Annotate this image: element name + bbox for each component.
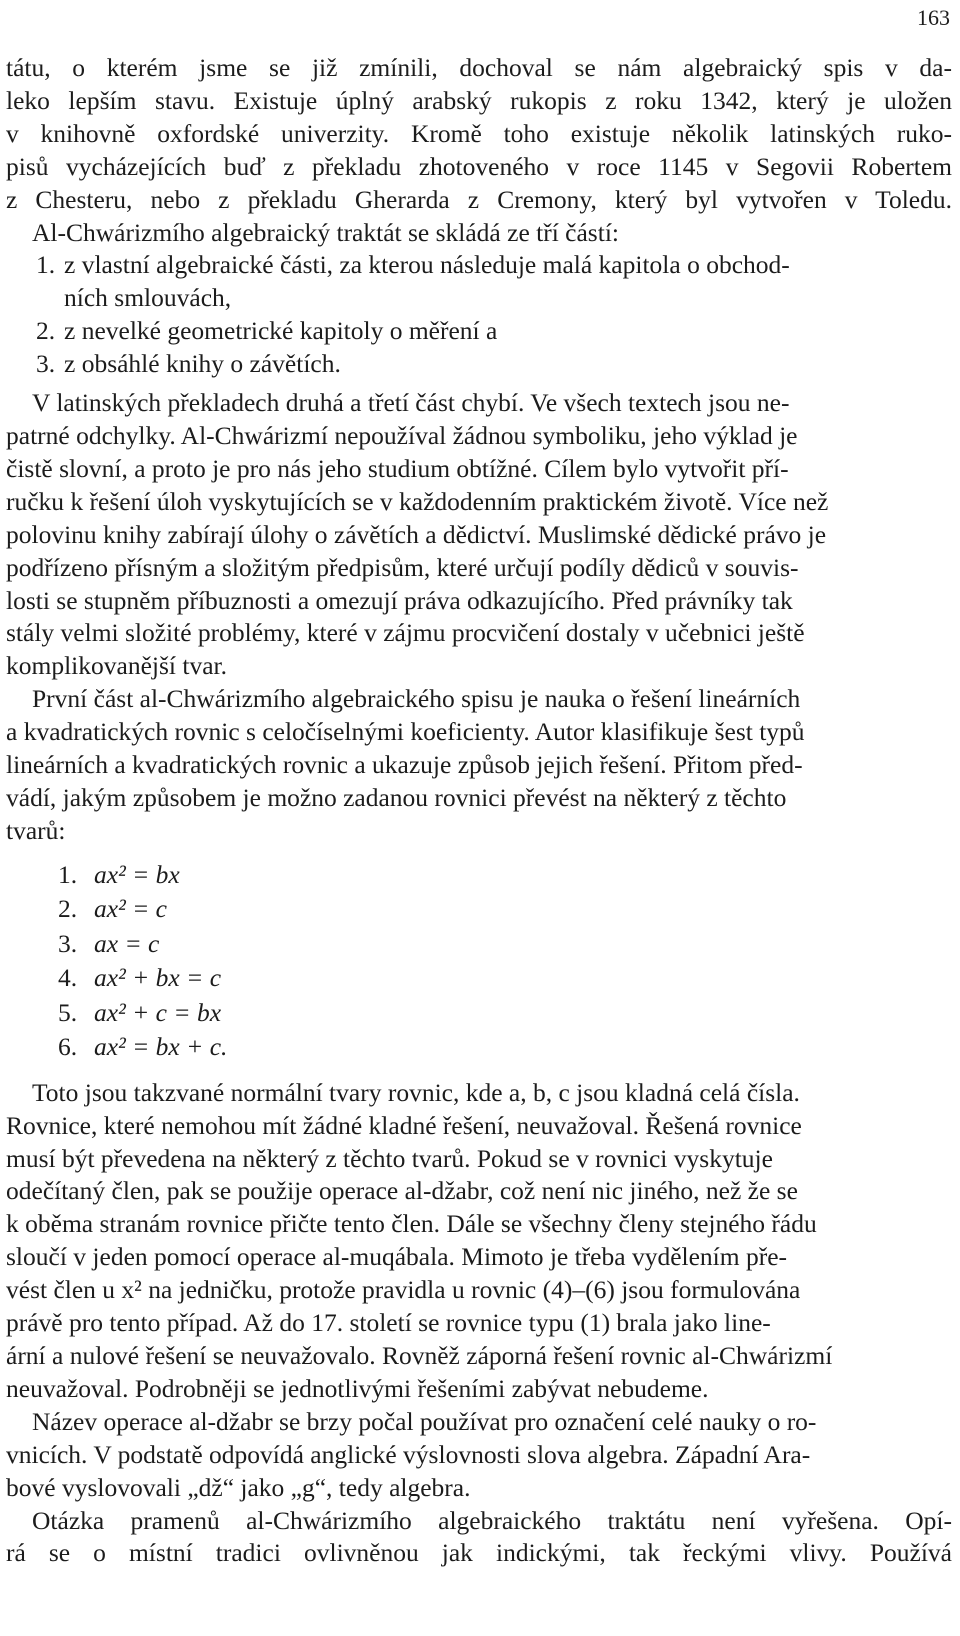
text-line: patrné odchylky. Al-Chwárizmí nepoužíval žádnou symboliku, jeho výklad je xyxy=(6,420,798,450)
text-line: podřízeno přísným a složitým předpisům, které určují podíly dědiců v souvis- xyxy=(6,552,799,582)
text-line: Otázka pramenů al-Chwárizmího algebraického traktátu není vyřešena. Opí- xyxy=(32,1505,952,1535)
paragraph-sources xyxy=(6,1505,952,1571)
list-text: z obsáhlé knihy o závětích. xyxy=(64,349,341,379)
text-line: bové vyslovovali „dž“ jako „g“, tedy algebra. xyxy=(6,1472,471,1502)
text-line: leko lepším stavu. Existuje úplný arabský rukopis z roku 1342, který je uložen xyxy=(6,85,952,115)
text-line: polovinu knihy zabírají úlohy o závětích a dědictví. Muslimské dědické právo je xyxy=(6,519,827,549)
equation-item xyxy=(6,1030,952,1065)
list-item xyxy=(6,249,952,315)
equation-number: 6. xyxy=(58,1032,78,1062)
paragraph-translations xyxy=(6,387,952,683)
equation-item xyxy=(6,892,952,927)
text-line: Název operace al-džabr se brzy počal používat pro označení celé nauky o ro- xyxy=(32,1406,817,1436)
text-line: lineárních a kvadratických rovnic a ukazuje způsob jejich řešení. Přitom před- xyxy=(6,750,803,780)
text-line: k oběma stranám rovnice přičte tento člen. Dále se všechny členy stejného řádu xyxy=(6,1209,817,1239)
text-line: z Chesteru, nebo z překladu Gherarda z Cremony, který byl vytvořen v Toledu. xyxy=(6,184,952,214)
text-line: odečítaný člen, pak se použije operace al-džabr, což není nic jiného, než že se xyxy=(6,1176,798,1206)
text-line: tátu, o kterém jsme se již zmínili, dochoval se nám algebraický spis v da- xyxy=(6,53,952,82)
text-line: rá se o místní tradici ovlivněnou jak indickými, tak řeckými vlivy. Používá xyxy=(6,1538,952,1568)
equation-formula: ax² = c xyxy=(94,894,167,924)
page-number: 163 xyxy=(917,5,950,30)
text-line: neuvažoval. Podrobněji se jednotlivými řešeními zabývat nebudeme. xyxy=(6,1373,709,1403)
parts-list xyxy=(6,249,952,381)
equation-item xyxy=(6,858,952,893)
list-number: 3. xyxy=(36,349,56,379)
text-line: Al-Chwárizmího algebraický traktát se skládá ze tří částí: xyxy=(32,217,619,247)
text-line: Toto jsou takzvané normální tvary rovnic, kde a, b, c jsou kladná celá čísla. xyxy=(32,1077,800,1107)
text-line: a kvadratických rovnic s celočíselnými koeficienty. Autor klasifikuje šest typů xyxy=(6,717,805,747)
equation-item xyxy=(6,961,952,996)
list-item xyxy=(6,315,952,348)
paragraph-normal-forms xyxy=(6,1077,952,1406)
text-line: ručku k řešení úloh vyskytujících se v každodenním praktickém životě. Více než xyxy=(6,486,829,516)
text-line: vést člen u x² na jedničku, protože pravidla u rovnic (4)–(6) jsou formulována xyxy=(6,1275,801,1305)
text-line: ární a nulové řešení se neuvažovalo. Rovněž záporná řešení rovnic al-Chwárizmí xyxy=(6,1341,833,1370)
list-number: 2. xyxy=(36,316,56,346)
text-line: V latinských překladech druhá a třetí část chybí. Ve všech textech jsou ne- xyxy=(32,388,790,418)
text-line: sloučí v jeden pomocí operace al-muqábala. Mimoto je třeba vydělením pře- xyxy=(6,1242,788,1272)
list-text: ních smlouvách, xyxy=(64,283,232,313)
list-item xyxy=(6,348,952,381)
text-line: stály velmi složité problémy, které v zájmu procvičení dostaly v učebnici ještě xyxy=(6,618,805,648)
paragraph-equation-types xyxy=(6,683,952,848)
text-line: pisů vycházejících buď z překladu zhotoveného v roce 1145 v Segovii Robertem xyxy=(6,151,952,181)
text-line: Rovnice, které nemohou mít žádné kladné řešení, neuvažoval. Řešená rovnice xyxy=(6,1110,802,1140)
text-line: právě pro tento případ. Až do 17. století se rovnice typu (1) brala jako line- xyxy=(6,1308,771,1338)
equation-number: 1. xyxy=(58,859,78,889)
list-text: z nevelké geometrické kapitoly o měření a xyxy=(64,316,498,346)
equation-formula: ax = c xyxy=(94,928,160,958)
equation-item xyxy=(6,927,952,962)
equation-number: 3. xyxy=(58,928,78,958)
list-text: z vlastní algebraické části, za kterou následuje malá kapitola o obchod- xyxy=(64,250,790,280)
text-line: První část al-Chwárizmího algebraického spisu je nauka o řešení lineárních xyxy=(32,684,801,714)
equation-number: 2. xyxy=(58,894,78,924)
equation-formula: ax² + bx = c xyxy=(94,963,222,993)
equation-item xyxy=(6,996,952,1031)
equation-formula: ax² + c = bx xyxy=(94,997,222,1027)
equation-number: 5. xyxy=(58,997,78,1027)
text-line: musí být převedena na některý z těchto tvarů. Pokud se v rovnici vyskytuje xyxy=(6,1143,773,1173)
page-body xyxy=(6,52,952,1570)
text-line: komplikovanější tvar. xyxy=(6,651,227,681)
text-line: čistě slovní, a proto je pro nás jeho studium obtížné. Cílem bylo vytvořit pří- xyxy=(6,453,789,483)
paragraph-manuscripts xyxy=(6,52,952,217)
equation-formula: ax² = bx + c. xyxy=(94,1032,228,1062)
text-line: tvarů: xyxy=(6,815,66,845)
list-number: 1. xyxy=(36,250,56,280)
paragraph-al-jabr-name xyxy=(6,1406,952,1505)
text-line: vádí, jakým způsobem je možno zadanou rovnici převést na některý z těchto xyxy=(6,782,787,812)
equation-number: 4. xyxy=(58,963,78,993)
equation-list xyxy=(6,858,952,1065)
text-line: losti se stupněm příbuznosti a omezují práva odkazujícího. Před právníky tak xyxy=(6,585,793,615)
text-line: vnicích. V podstatě odpovídá anglické výslovnosti slova algebra. Západní Ara- xyxy=(6,1439,811,1469)
text-line: v knihovně oxfordské univerzity. Kromě toho existuje několik latinských ruko- xyxy=(6,118,952,148)
equation-formula: ax² = bx xyxy=(94,859,180,889)
paragraph-structure-intro xyxy=(6,217,952,250)
